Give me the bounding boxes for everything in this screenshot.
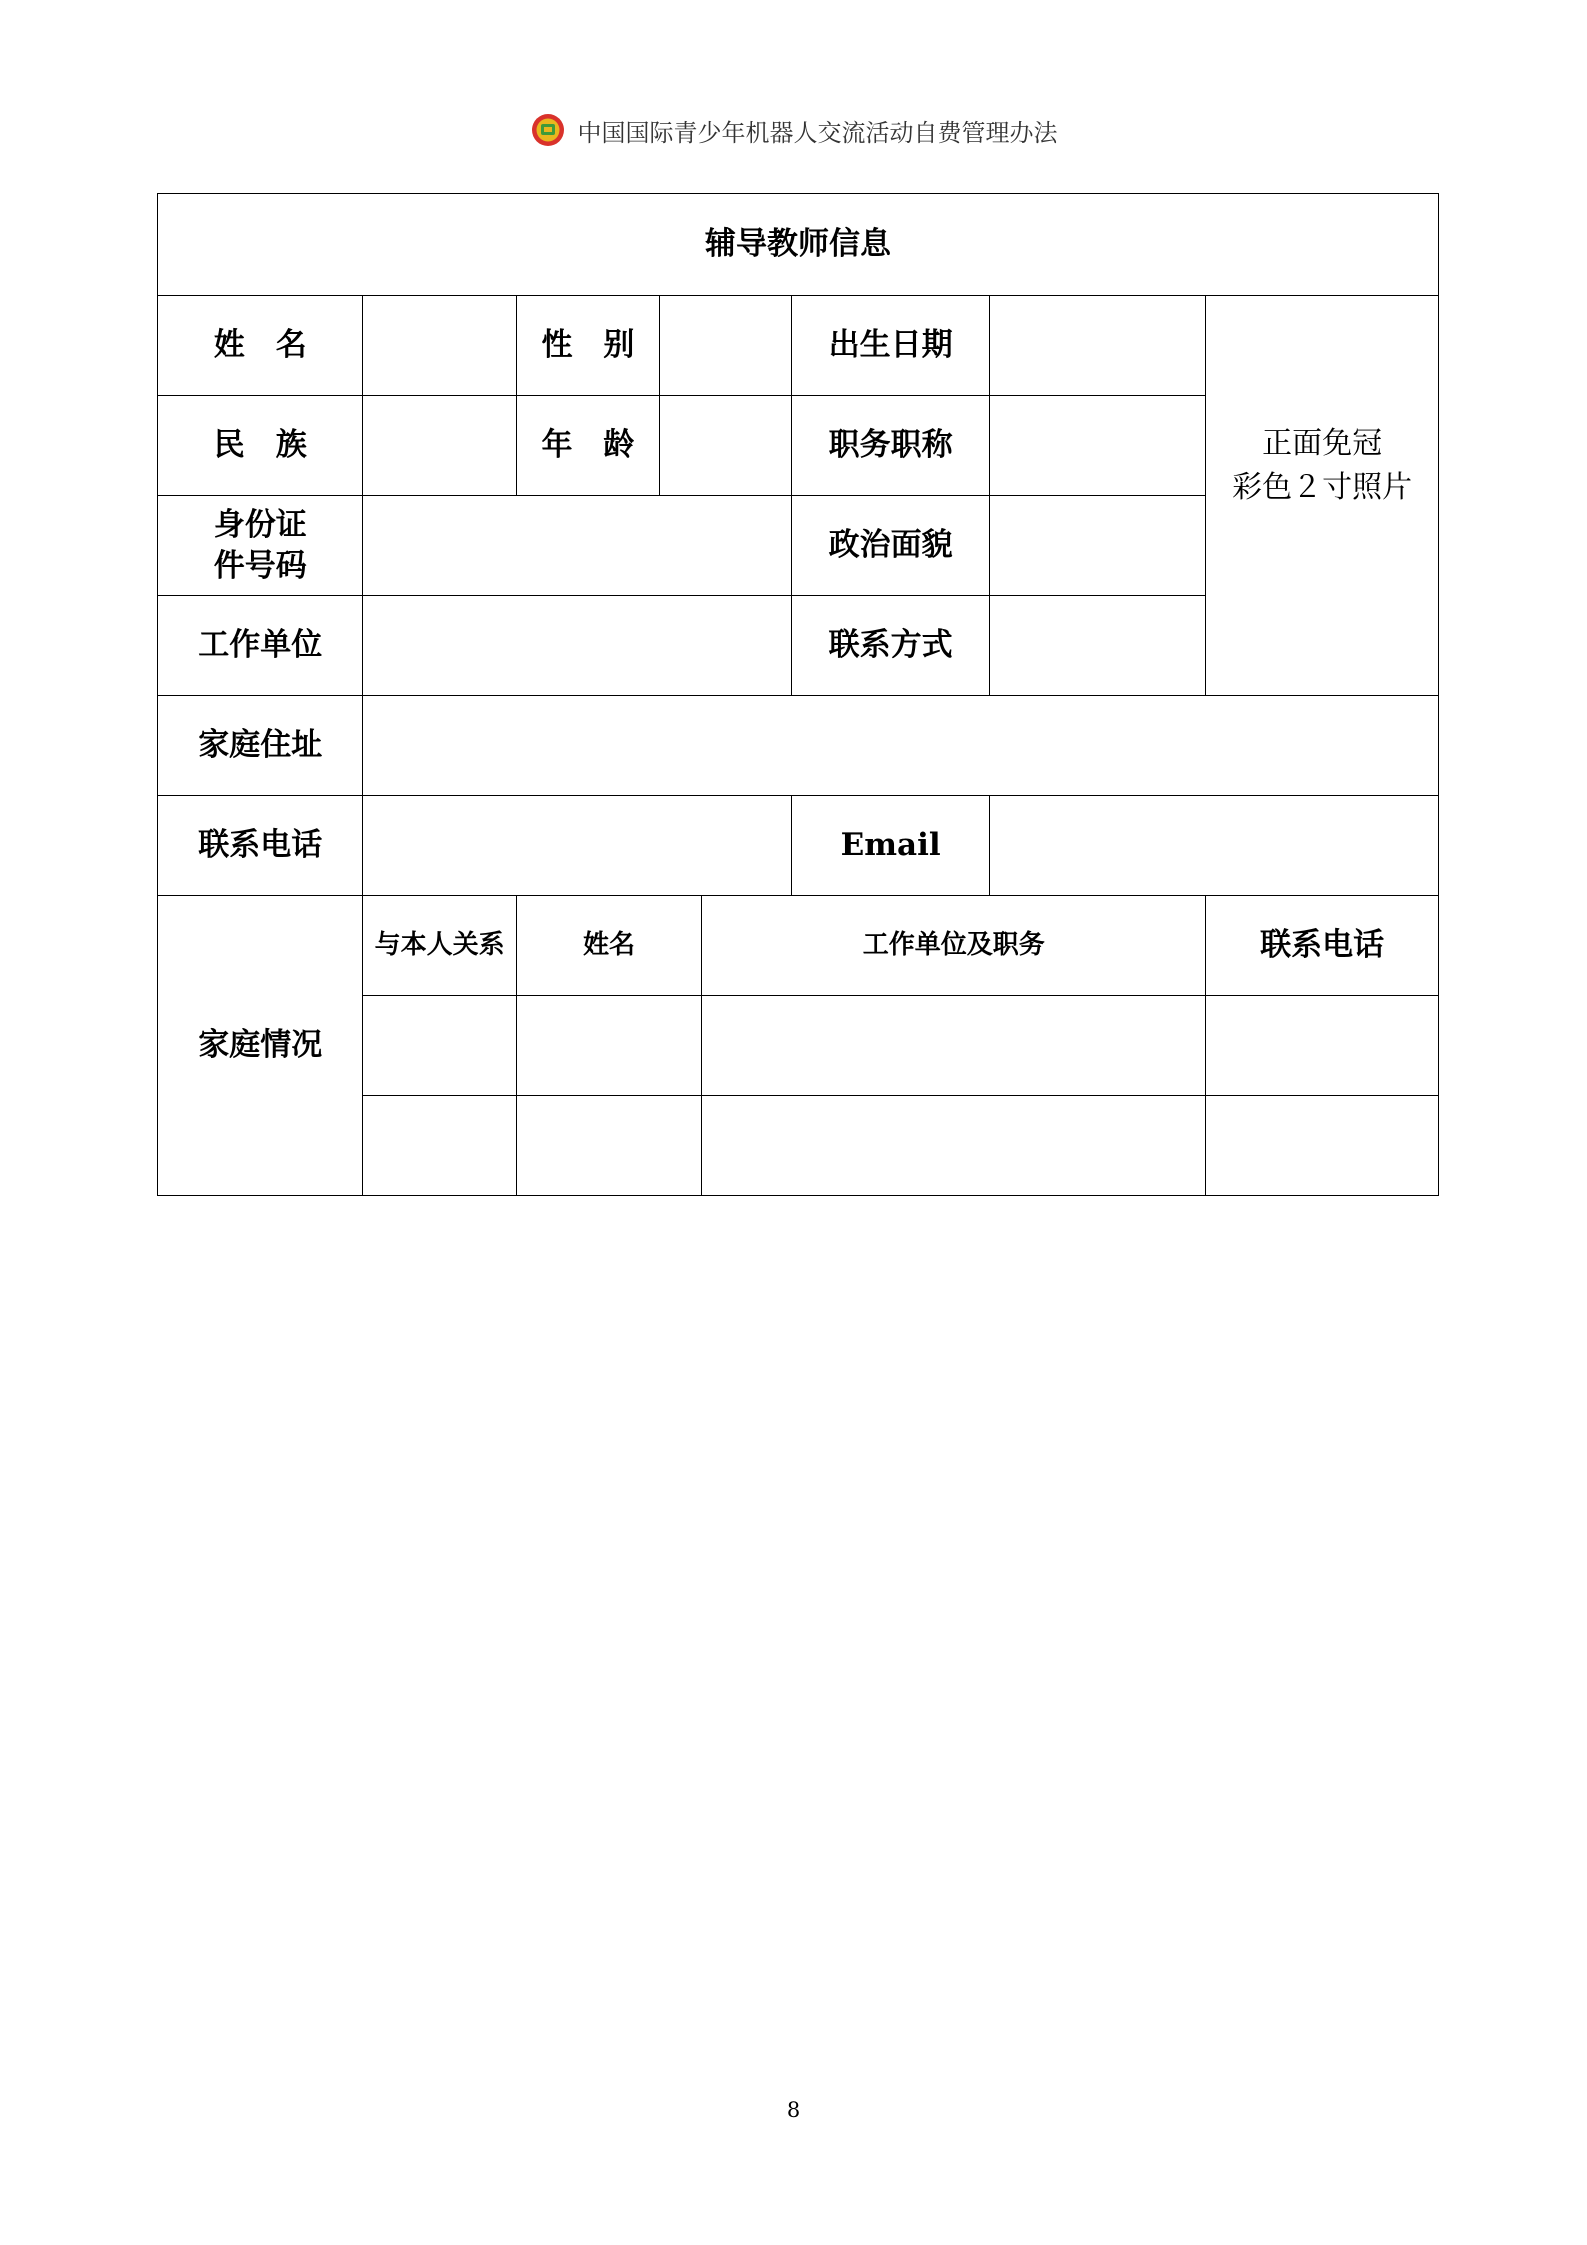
- page-header: [0, 108, 1587, 152]
- ethnicity-label: 民 族: [158, 396, 363, 496]
- political-status-label: 政治面貌: [792, 496, 989, 596]
- family-row-1-phone[interactable]: [1206, 996, 1439, 1096]
- work-unit-label: 工作单位: [158, 596, 363, 696]
- id-number-field[interactable]: [363, 496, 792, 596]
- age-field[interactable]: [660, 396, 792, 496]
- family-header-relation: 与本人关系: [363, 896, 516, 996]
- gender-field[interactable]: [660, 296, 792, 396]
- home-address-field[interactable]: [363, 696, 1439, 796]
- header-title: 中国国际青少年机器人交流活动自费管理办法: [577, 118, 1058, 147]
- photo-placeholder[interactable]: [1206, 296, 1439, 696]
- birth-date-label: 出生日期: [792, 296, 989, 396]
- home-address-label: 家庭住址: [158, 696, 363, 796]
- family-row-2-relation[interactable]: [363, 1096, 516, 1196]
- photo-instruction-line1: 正面免冠: [1262, 426, 1383, 461]
- teacher-info-form: [157, 193, 1439, 1196]
- contact-method-field[interactable]: [989, 596, 1205, 696]
- political-status-field[interactable]: [989, 496, 1205, 596]
- ethnicity-field[interactable]: [363, 396, 516, 496]
- family-row-1-name[interactable]: [516, 996, 701, 1096]
- phone-label: 联系电话: [158, 796, 363, 896]
- work-unit-field[interactable]: [363, 596, 792, 696]
- family-row-1-relation[interactable]: [363, 996, 516, 1096]
- family-header-phone: 联系电话: [1206, 896, 1439, 996]
- position-title-field[interactable]: [989, 396, 1205, 496]
- family-row-2-phone[interactable]: [1206, 1096, 1439, 1196]
- age-label: 年 龄: [516, 396, 659, 496]
- id-number-label-line1: 身份证: [213, 507, 307, 544]
- family-label: 家庭情况: [158, 896, 363, 1196]
- gender-label: 性 别: [516, 296, 659, 396]
- name-field[interactable]: [363, 296, 516, 396]
- family-row-2-work[interactable]: [702, 1096, 1206, 1196]
- family-row-1-work[interactable]: [702, 996, 1206, 1096]
- id-number-label-line2: 件号码: [213, 547, 307, 584]
- birth-date-field[interactable]: [989, 296, 1205, 396]
- position-title-label: 职务职称: [792, 396, 989, 496]
- family-header-name: 姓名: [516, 896, 701, 996]
- email-label: Email: [792, 796, 989, 896]
- contact-method-label: 联系方式: [792, 596, 989, 696]
- id-number-label: [158, 496, 363, 596]
- family-header-work: 工作单位及职务: [702, 896, 1206, 996]
- page-number: 8: [786, 2098, 801, 2122]
- org-emblem-icon: [530, 112, 566, 148]
- name-label: 姓 名: [158, 296, 363, 396]
- email-field[interactable]: [989, 796, 1438, 896]
- family-row-2-name[interactable]: [516, 1096, 701, 1196]
- photo-instruction-line2: 彩色２寸照片: [1232, 469, 1413, 505]
- form-title: 辅导教师信息: [158, 194, 1439, 296]
- phone-field[interactable]: [363, 796, 792, 896]
